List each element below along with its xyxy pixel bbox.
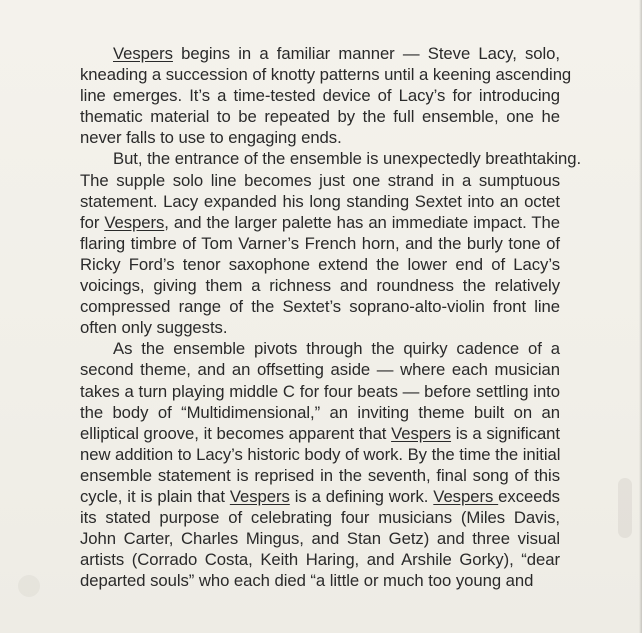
text-line [80, 317, 560, 338]
underlined-title: Vespers [433, 486, 499, 506]
text-segment: statement. Lacy expanded his long standing Sextet into an octet [80, 191, 560, 211]
text-line [80, 549, 560, 570]
text-line [80, 338, 560, 359]
text-line [80, 233, 560, 254]
text-line [80, 106, 560, 127]
text-line [80, 296, 560, 317]
text-segment: the body of “Multidimensional,” an inviting theme built on an [80, 402, 560, 422]
underlined-title: Vespers [113, 44, 173, 63]
text-segment: is a significant [451, 423, 560, 443]
text-line [80, 528, 560, 549]
text-segment: for [80, 212, 105, 232]
underlined-title: Vespers [391, 423, 452, 443]
text-line [80, 465, 560, 486]
text-segment: flaring timbre of Tom Varner’s French horn, and the burly tone of [80, 233, 560, 253]
text-segment: departed souls” who each died “a little or much too young and [80, 571, 534, 591]
text-segment: takes a turn playing middle C for four beats — before settling into [80, 381, 560, 401]
text-segment: compressed range of the Sextet’s soprano-alto-violin front line [80, 297, 560, 317]
text-line [80, 507, 560, 528]
text-segment: Ricky Ford’s tenor saxophone extend the lower end of Lacy’s [80, 254, 560, 274]
text-segment: ensemble statement is reprised in the seventh, final song of this [80, 465, 560, 485]
text-segment: is a defining work. [289, 486, 434, 506]
text-segment: second theme, and an offsetting aside — where each musician [80, 360, 560, 380]
text-line [80, 275, 560, 296]
text-line [80, 170, 560, 191]
text-segment: new addition to Lacy’s historic body of work. By the time the initial [80, 444, 561, 464]
text-segment: voicings, giving them a richness and roundness the relatively [80, 276, 560, 296]
text-segment: cycle, it is plain that [80, 486, 230, 506]
body-text [80, 43, 582, 591]
text-line [80, 359, 560, 380]
text-line [80, 381, 560, 402]
text-line [80, 444, 560, 465]
text-line [80, 212, 560, 233]
text-line [80, 570, 560, 591]
text-segment: line emerges. It’s a time-tested device of Lacy’s for introducing [80, 86, 560, 106]
text-segment: As the ensemble pivots through the quirky cadence of a [113, 339, 560, 359]
text-line [80, 64, 572, 85]
text-segment: elliptical groove, it becomes apparent that [80, 423, 392, 443]
paragraph [80, 148, 582, 338]
text-segment: artists (Corrado Costa, Keith Haring, and Arshile Gorky), “dear [80, 550, 560, 570]
text-line [80, 148, 582, 169]
text-segment: The supple solo line becomes just one strand in a sumptuous [80, 170, 560, 190]
text-segment: begins in a familiar manner — Steve Lacy, solo, [172, 44, 560, 63]
text-line [80, 423, 560, 444]
text-segment: never falls to use to engaging ends. [80, 128, 342, 148]
text-line [80, 254, 560, 275]
paragraph [80, 338, 560, 591]
text-segment: its stated purpose of celebrating four musicians (Miles Davis, [80, 508, 560, 528]
paragraph [80, 43, 572, 148]
text-segment: , and the larger palette has an immediate impact. The [164, 212, 560, 232]
text-line [80, 402, 560, 423]
text-segment: But, the entrance of the ensemble is unexpectedly breathtaking. [113, 149, 582, 169]
print-through-mark [618, 478, 632, 538]
text-line [80, 43, 560, 64]
print-through-mark [18, 575, 40, 597]
text-segment: kneading a succession of knotty patterns until a keening ascending [80, 65, 572, 85]
underlined-title: Vespers [229, 486, 290, 506]
text-line [80, 191, 560, 212]
text-segment: exceeds [498, 486, 560, 506]
text-line [80, 85, 560, 106]
text-segment: often only suggests. [80, 318, 228, 338]
text-line [80, 486, 560, 507]
underlined-title: Vespers [104, 212, 165, 232]
text-segment: thematic material to be repeated by the full ensemble, one he [80, 107, 560, 127]
text-line [80, 127, 560, 148]
text-segment: John Carter, Charles Mingus, and Stan Getz) and three visual [80, 529, 560, 549]
